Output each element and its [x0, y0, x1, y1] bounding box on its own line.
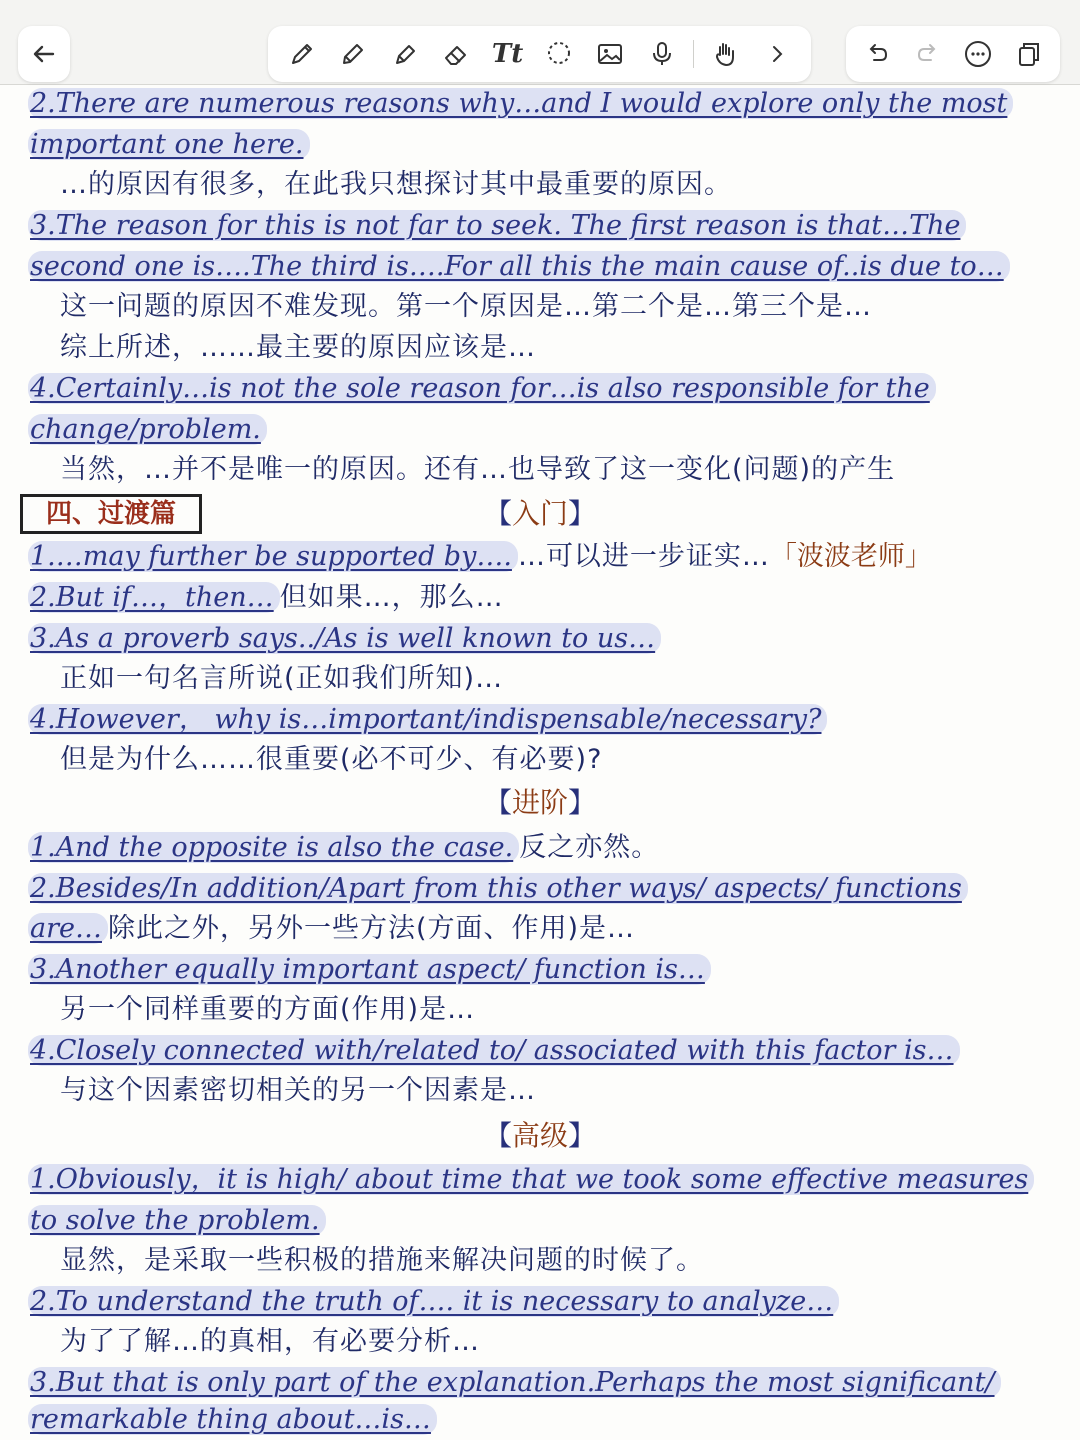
handwritten-line: 3.But that is only part of the explanation.Perhaps the most significant/ [28, 1363, 1068, 1403]
handwritten-line: 2.Besides/In addition/Apart from this other ways/ aspects/ functions [28, 869, 1068, 909]
translation-line: 为了了解…的真相，有必要分析… [60, 1326, 480, 1357]
lasso-icon[interactable] [539, 34, 579, 74]
translation-line: 当然，…并不是唯一的原因。还有…也导致了这一变化(问题)的产生 [60, 454, 896, 485]
handwritten-line: change/problem. [28, 410, 1068, 450]
translation-line: …的原因有很多，在此我只想探讨其中最重要的原因。 [60, 169, 732, 200]
handwritten-line: 2.To understand the truth of…. it is necessary to analyze… [28, 1282, 1068, 1322]
translation-line: 显然，是采取一些积极的措施来解决问题的时候了。 [60, 1245, 704, 1276]
handwritten-line: 1.…may further be supported by…. …可以进一步证实…「波波老师」 [30, 541, 932, 572]
handwritten-line: 2.There are numerous reasons why…and I would explore only the most [28, 84, 1068, 124]
pages-icon[interactable] [1009, 34, 1049, 74]
handwritten-line: 1.And the opposite is also the case. 反之亦然。 [30, 832, 660, 863]
handwritten-line: 3.The reason for this is not far to seek. The first reason is that…The [28, 206, 1068, 246]
toolbar-divider [693, 40, 694, 68]
toolbar [0, 0, 1080, 85]
translation-line: 与这个因素密切相关的另一个因素是… [60, 1075, 536, 1106]
translation-line: 但是为什么……很重要(必不可少、有必要)? [60, 744, 603, 775]
handwritten-line: 2.But if…，then… 但如果…，那么… [30, 582, 504, 613]
more-icon[interactable] [958, 34, 998, 74]
pencil-icon[interactable] [333, 34, 373, 74]
translation-line: 正如一句名言所说(正如我们所知)… [60, 663, 504, 694]
handwritten-line: are… 除此之外，另外一些方法(方面、作用)是… [30, 913, 636, 944]
tool-palette [268, 26, 811, 82]
document-actions [846, 26, 1060, 82]
back-button[interactable] [18, 26, 70, 82]
eraser-icon[interactable] [436, 34, 476, 74]
hand-icon[interactable] [706, 34, 746, 74]
author-tag: 「波波老师」 [769, 541, 932, 572]
level-heading-entry: 【入门】 [483, 497, 597, 530]
handwritten-line: 1.Obviously，it is high/ about time that we took some effective measures [28, 1160, 1068, 1200]
handwritten-line: 4.Certainly…is not the sole reason for…is also responsible for the [28, 369, 1068, 409]
handwritten-line: second one is….The third is….For all this the main cause of..is due to… [28, 247, 1068, 287]
handwritten-line: 3.As a proverb says../As is well known to us… [28, 619, 1068, 659]
chevron-right-icon[interactable] [757, 34, 797, 74]
image-icon[interactable] [590, 34, 630, 74]
level-heading-advanced: 【进阶】 [483, 786, 597, 819]
level-heading-high: 【高级】 [483, 1119, 597, 1152]
handwritten-line: to solve the problem. [28, 1201, 1068, 1241]
handwritten-line: important one here. [28, 125, 1068, 165]
redo-icon[interactable] [908, 34, 948, 74]
pen-icon[interactable] [282, 34, 322, 74]
section-title: 四、过渡篇 [20, 494, 202, 534]
highlighter-icon[interactable] [385, 34, 425, 74]
handwritten-line: 4.However， why is…important/indispensable/necessary? [28, 700, 1068, 740]
microphone-icon[interactable] [642, 34, 682, 74]
back-arrow-icon [24, 34, 64, 74]
handwritten-line: remarkable thing about…is… [28, 1400, 1068, 1440]
translation-line: 另一个同样重要的方面(作用)是… [60, 994, 476, 1025]
text-icon[interactable]: Tt [491, 39, 524, 69]
translation-line: 综上所述，……最主要的原因应该是… [60, 332, 536, 363]
undo-icon[interactable] [857, 34, 897, 74]
handwritten-line: 4.Closely connected with/related to/ associated with this factor is… [28, 1031, 1068, 1071]
handwritten-line: 3.Another equally important aspect/ function is… [28, 950, 1068, 990]
translation-line: 这一问题的原因不难发现。第一个原因是…第二个是…第三个是… [60, 291, 872, 322]
